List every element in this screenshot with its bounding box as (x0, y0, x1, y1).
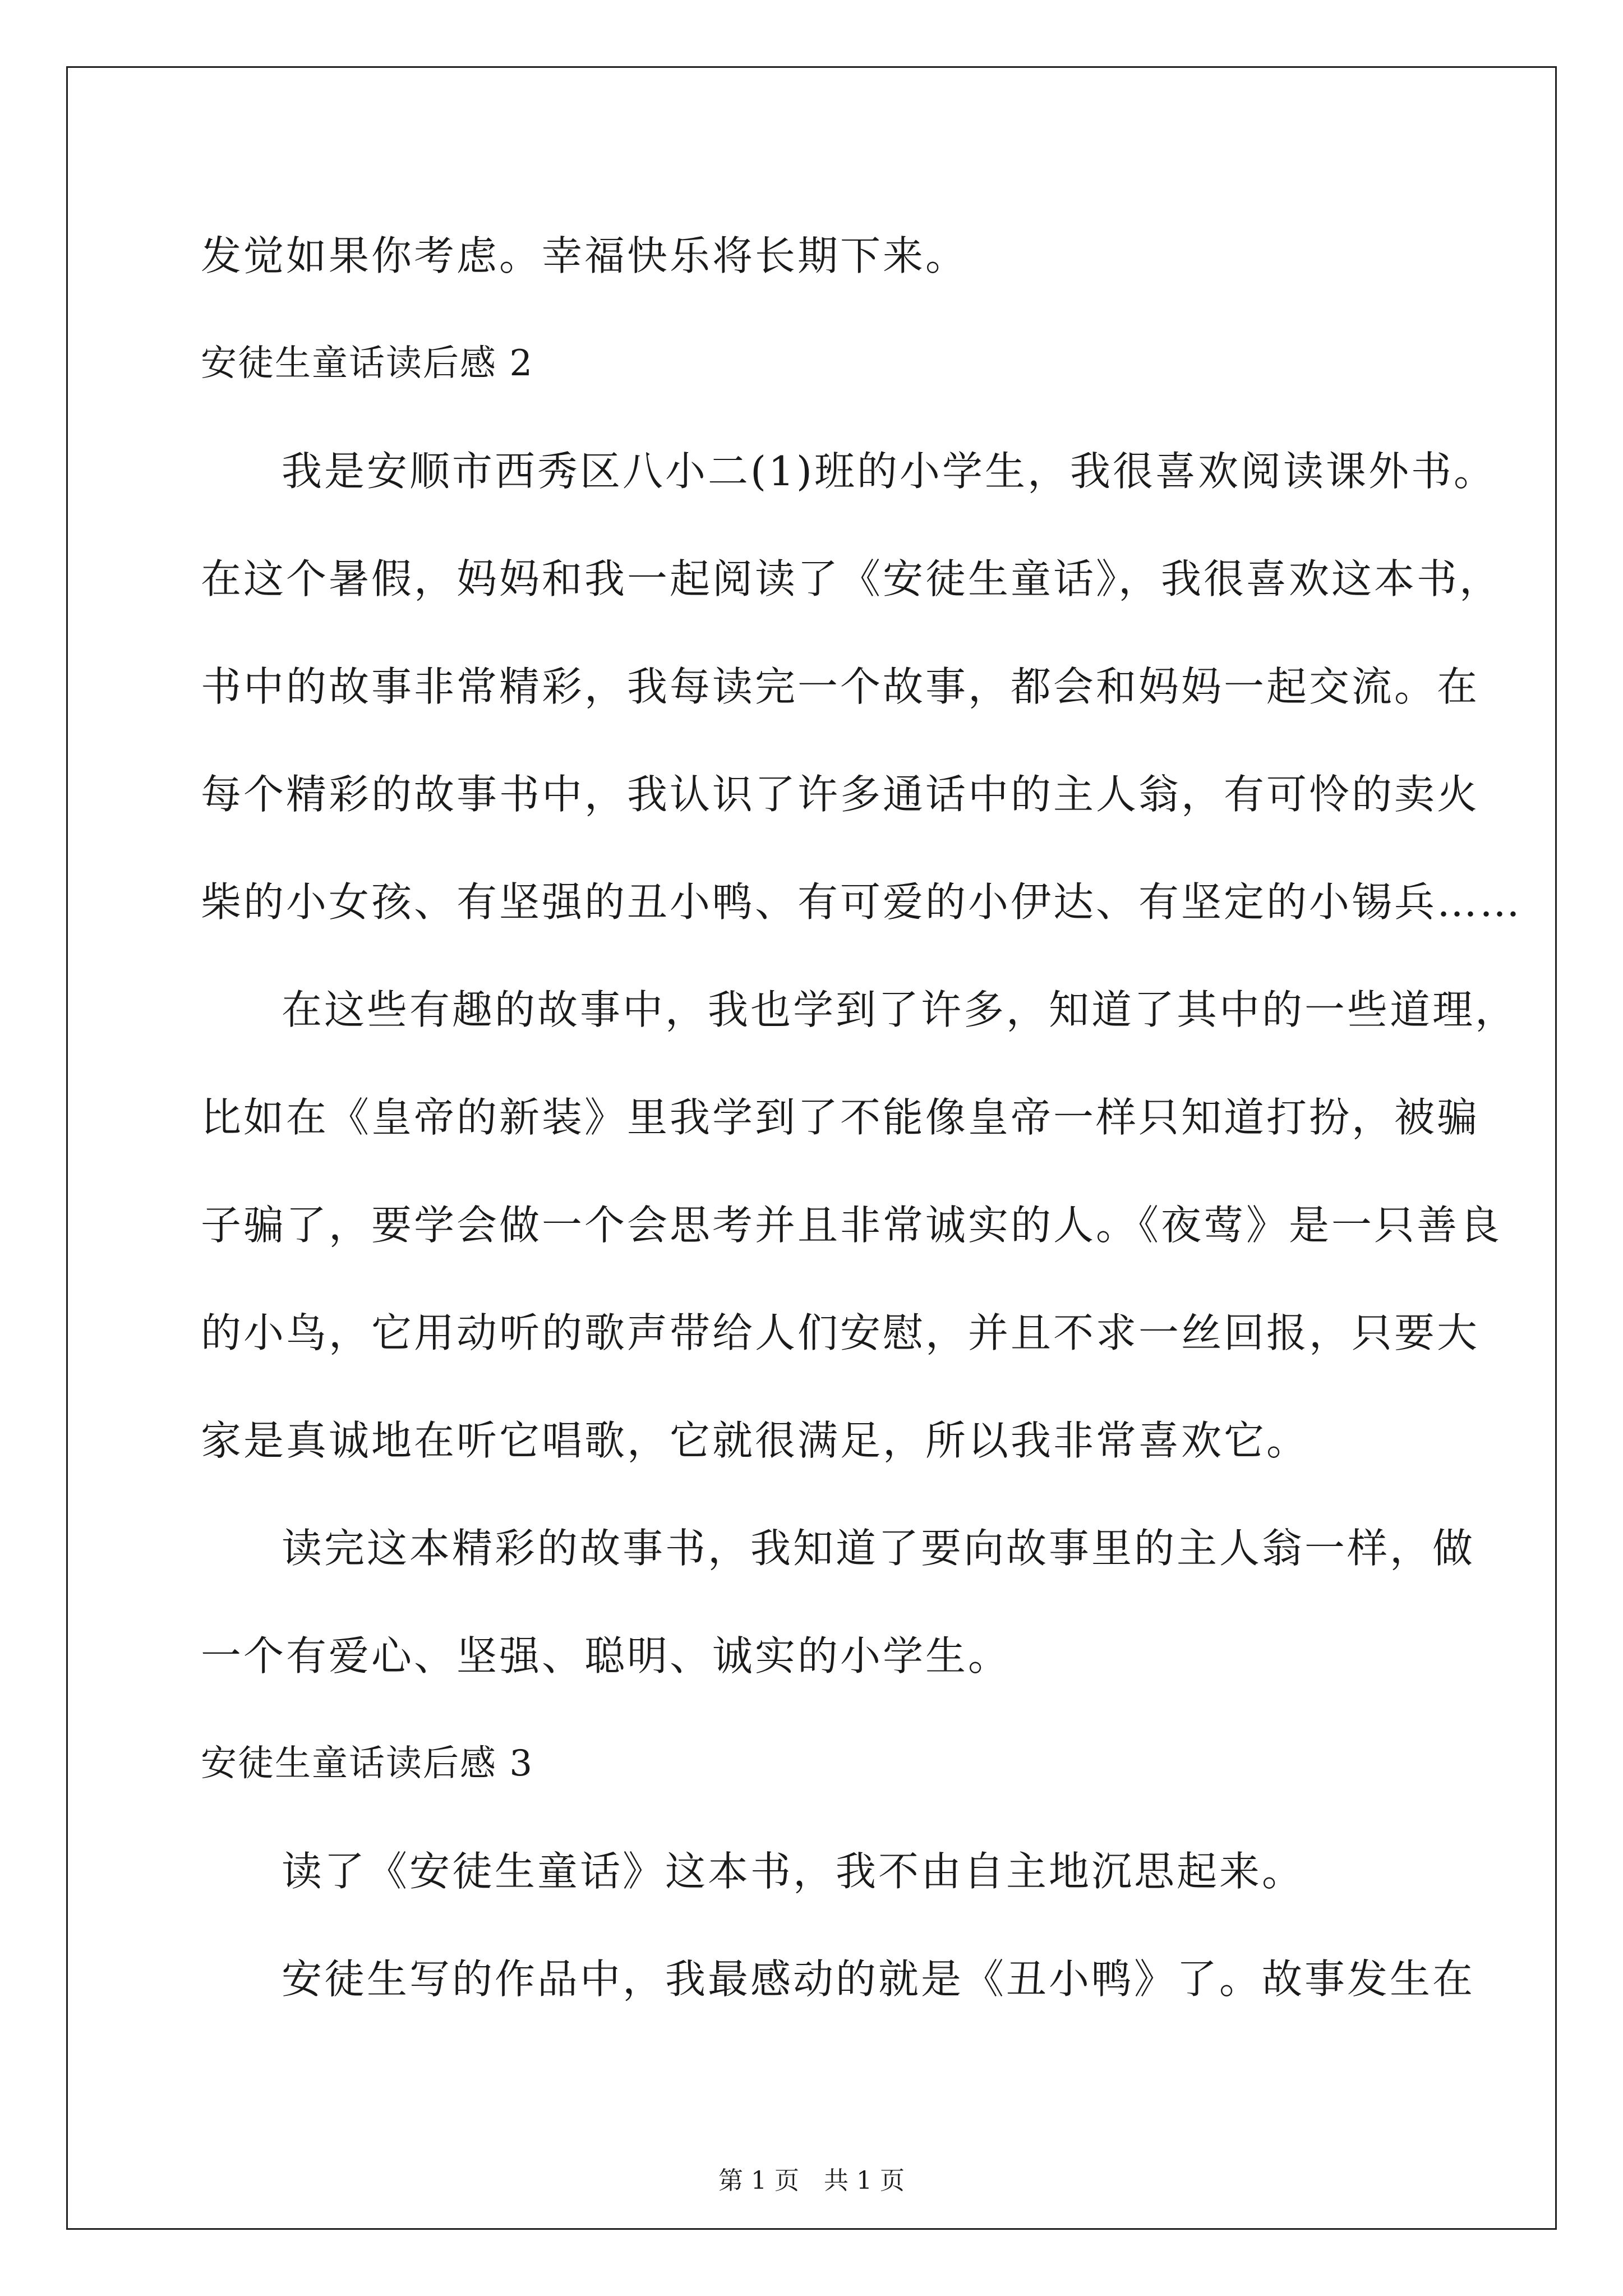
text-line-11: 的小鸟，它用动听的歌声带给人们安慰，并且不求一丝回报，只要大 (201, 1309, 1480, 1356)
text-line-10: 子骗了，要学会做一个会思考并且非常诚实的人。《夜莺》是一只善良 (201, 1202, 1502, 1249)
text-line-1: 发觉如果你考虑。幸福快乐将长期下来。 (201, 232, 969, 279)
text-line-5: 书中的故事非常精彩，我每读完一个故事，都会和妈妈一起交流。在 (201, 663, 1480, 710)
text-line-9: 比如在《皇帝的新装》里我学到了不能像皇帝一样只知道打扮，被骗 (201, 1094, 1480, 1141)
text-line-12: 家是真诚地在听它唱歌，它就很满足，所以我非常喜欢它。 (201, 1417, 1310, 1464)
text-line-3: 我是安顺市西秀区八小二(1)班的小学生，我很喜欢阅读课外书。 (282, 448, 1496, 495)
text-line-4: 在这个暑假，妈妈和我一起阅读了《安徒生童话》，我很喜欢这本书， (201, 555, 1502, 602)
section-heading-3: 安徒生童话读后感 3 (201, 1743, 534, 1784)
text-line-7: 柴的小女孩、有坚强的丑小鸭、有可爱的小伊达、有坚定的小锡兵…… (201, 878, 1523, 926)
text-line-8: 在这些有趣的故事中，我也学到了许多，知道了其中的一些道理， (282, 986, 1518, 1033)
document-body (201, 202, 1523, 2033)
section-heading-2: 安徒生童话读后感 2 (201, 343, 534, 384)
text-line-17: 安徒生写的作品中，我最感动的就是《丑小鸭》了。故事发生在 (282, 1955, 1476, 2003)
text-line-13: 读完这本精彩的故事书，我知道了要向故事里的主人翁一样，做 (282, 1525, 1476, 1572)
text-line-14: 一个有爱心、坚强、聪明、诚实的小学生。 (201, 1632, 1011, 1680)
text-line-6: 每个精彩的故事书中，我认识了许多通话中的主人翁，有可怜的卖火 (201, 771, 1480, 818)
text-line-16: 读了《安徒生童话》这本书，我不由自主地沉思起来。 (282, 1848, 1305, 1895)
page-number: 第 1 页 共 1 页 (718, 2166, 905, 2195)
